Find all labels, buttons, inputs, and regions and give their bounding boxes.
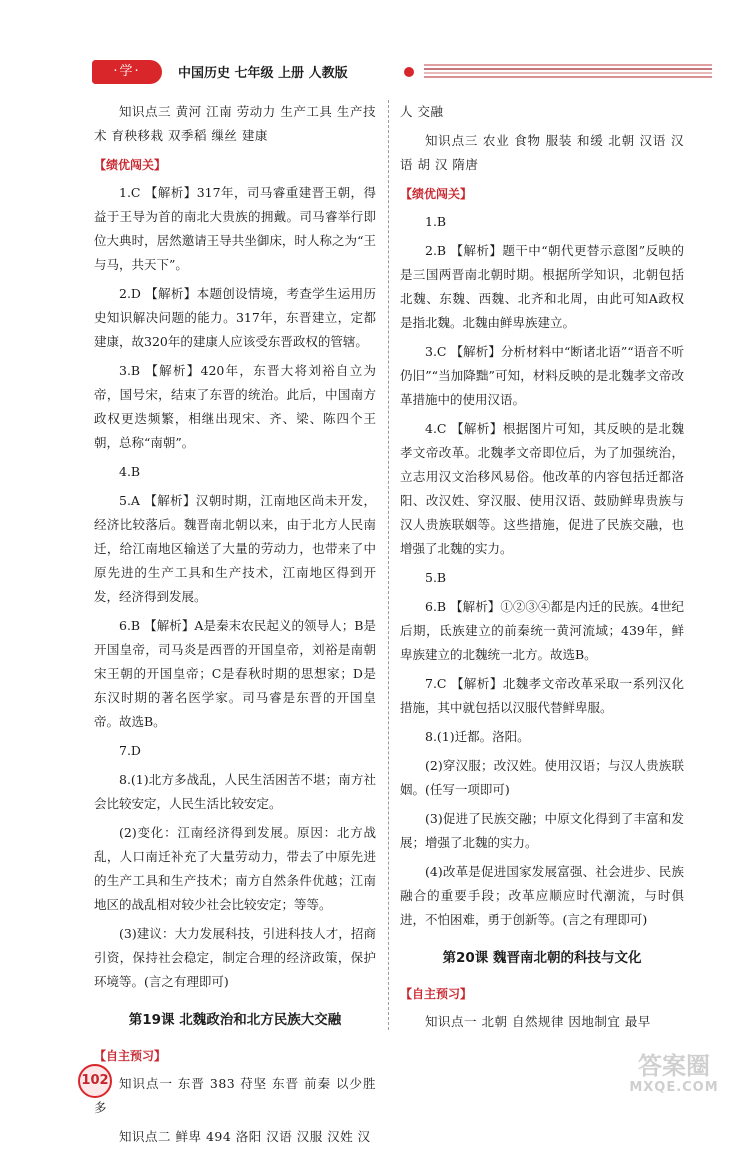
answer-3: 3.B 【解析】420年，东晋大将刘裕自立为帝，国号宋，结束了东晋的统治。此后，中国南方政权更迭频繁，相继出现宋、齐、梁、陈四个王朝，总称“南朝”。 <box>94 363 376 450</box>
section-tag-preview-right: 【自主预习】 <box>400 987 473 1001</box>
left-column <box>94 100 376 1154</box>
header-dot-icon <box>404 67 414 77</box>
answer-3-right: 3.C 【解析】分析材料中“断诸北语”“语音不听仍旧”“当加降黜”可知，材料反映的是北魏孝文帝改革措施中的使用汉语。 <box>400 344 684 407</box>
knowledge-point-3-right: 知识点三 农业 食物 服装 和缓 北朝 汉语 汉语 胡 汉 隋唐 <box>400 133 684 172</box>
knowledge-point-1: 知识点一 东晋 383 苻坚 东晋 前秦 以少胜多 <box>94 1076 376 1115</box>
answer-5: 5.A 【解析】汉朝时期，江南地区尚未开发，经济比较落后。魏晋南北朝以来，由于北方人民南迁，给江南地区输送了大量的劳动力，也带来了中原先进的生产工具和生产技术，江南地区得到开发，经济得到发展。 <box>94 493 376 604</box>
lesson-20-title: 第20课 魏晋南北朝的科技与文化 <box>442 950 642 966</box>
page-header <box>92 58 712 88</box>
answer-2: 2.D 【解析】本题创设情境，考查学生运用历史知识解决问题的能力。317年，东晋建立，定都建康，故320年的建康人应该受东晋政权的管辖。 <box>94 286 376 349</box>
section-tag-excellence-right: 【绩优闯关】 <box>400 187 473 201</box>
answer-8-part-4-right: (4)改革是促进国家发展富强、社会进步、民族融合的重要手段；改革应顺应时代潮流，与时俱进，不怕困难，勇于创新等。(言之有理即可) <box>400 864 684 927</box>
section-tag-excellence: 【绩优闯关】 <box>94 158 167 172</box>
header-tab: ·学· <box>92 60 162 84</box>
answer-8-part-1-right: 8.(1)迁都。洛阳。 <box>425 729 530 744</box>
knowledge-point-2: 知识点二 鲜卑 494 洛阳 汉语 汉服 汉姓 汉 <box>119 1129 371 1144</box>
header-decor-lines <box>424 64 712 80</box>
answer-8-part-2-right: (2)穿汉服；改汉姓。使用汉语；与汉人贵族联姻。(任写一项即可) <box>400 758 684 797</box>
knowledge-point-1-right: 知识点一 北朝 自然规律 因地制宜 最早 <box>425 1014 651 1029</box>
answer-8-part-1: 8.(1)北方多战乱，人民生活困苦不堪；南方社会比较安定，人民生活比较安定。 <box>94 772 376 811</box>
lesson-19-title: 第19课 北魏政治和北方民族大交融 <box>128 1012 342 1028</box>
column-divider <box>388 100 389 1030</box>
right-column <box>400 100 684 1039</box>
page-number: 102 <box>78 1064 112 1098</box>
answer-2-right: 2.B 【解析】题干中“朝代更替示意图”反映的是三国两晋南北朝时期。根据所学知识，北朝包括北魏、东魏、西魏、北齐和北周，由此可知A政权是指北魏。北魏由鲜卑族建立。 <box>400 243 684 330</box>
answer-4-right: 4.C 【解析】根据图片可知，其反映的是北魏孝文帝改革。北魏孝文帝即位后，为了加强统治，立志用汉文治移风易俗。他改革的内容包括迁都洛阳、改汉姓、穿汉服、使用汉语、鼓励鲜卑贵族与汉人贵族联姻等。这些措施，促进了民族交融，也增强了北魏的实力。 <box>400 421 684 556</box>
knowledge-point-3: 知识点三 黄河 江南 劳动力 生产工具 生产技术 育秧移栽 双季稻 缫丝 建康 <box>94 104 376 143</box>
answer-8-part-3: (3)建议：大力发展科技，引进科技人才，招商引资，保持社会稳定，制定合理的经济政策，保护环境等。(言之有理即可) <box>94 926 376 989</box>
answer-1: 1.C 【解析】317年，司马睿重建晋王朝，得益于王导为首的南北大贵族的拥戴。司马睿举行即位大典时，居然邀请王导共坐御床，时人称之为“王与马，共天下”。 <box>94 185 376 272</box>
watermark-bottom: MXQE.COM <box>629 1080 719 1095</box>
header-title: 中国历史 七年级 上册 人教版 <box>178 66 348 81</box>
answer-8-part-3-right: (3)促进了民族交融；中原文化得到了丰富和发展；增强了北魏的实力。 <box>400 811 684 850</box>
continued-text: 人 交融 <box>400 104 444 119</box>
answer-6-right: 6.B 【解析】①②③④都是内迁的民族。4世纪后期，氐族建立的前秦统一黄河流域；439年，鲜卑族建立的北魏统一北方。故选B。 <box>400 599 684 662</box>
answer-7-right: 7.C 【解析】北魏孝文帝改革采取一系列汉化措施，其中就包括以汉服代替鲜卑服。 <box>400 676 684 715</box>
answer-4: 4.B <box>119 464 141 479</box>
watermark-top: 答案圈 <box>638 1052 710 1080</box>
answer-7: 7.D <box>119 743 141 758</box>
answer-1-right: 1.B <box>425 214 447 229</box>
section-tag-preview: 【自主预习】 <box>94 1049 167 1063</box>
answer-5-right: 5.B <box>425 570 447 585</box>
answer-6: 6.B 【解析】A是秦末农民起义的领导人；B是开国皇帝，司马炎是西晋的开国皇帝，刘裕是南朝宋王朝的开国皇帝；C是春秋时期的思想家；D是东汉时期的著名医学家。司马睿是东晋的开国皇帝。故选B。 <box>94 618 376 729</box>
watermark-logo <box>604 1052 744 1098</box>
answer-8-part-2: (2)变化：江南经济得到发展。原因：北方战乱，人口南迁补充了大量劳动力，带去了中原先进的生产工具和生产技术；南方自然条件优越；江南地区的战乱相对较少社会比较安定；等等。 <box>94 825 376 912</box>
